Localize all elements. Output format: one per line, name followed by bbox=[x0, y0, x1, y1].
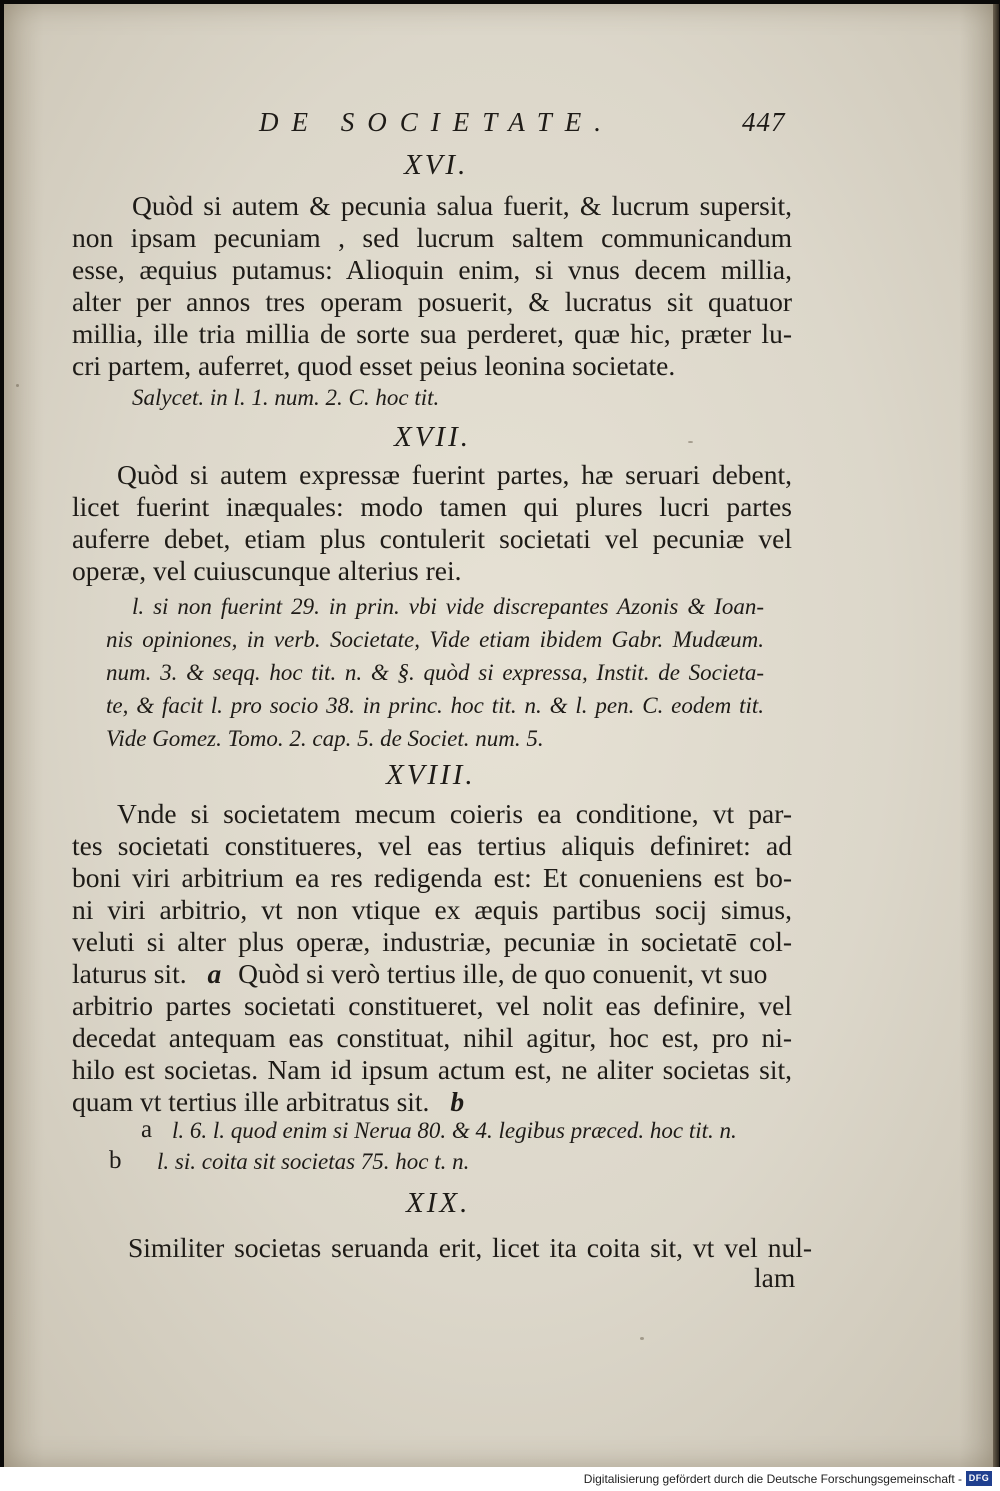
text-line: arbitrio partes societati constitueret, vel nolit eas definire, vel bbox=[72, 990, 792, 1021]
page-edge bbox=[993, 4, 999, 1467]
section-heading-xvi: XVI. bbox=[404, 149, 469, 181]
text-fragment: quam vt tertius ille arbitratus sit. bbox=[72, 1086, 430, 1117]
text-line bbox=[72, 958, 767, 989]
text-line: operæ, vel cuiuscunque alterius rei. bbox=[72, 555, 462, 586]
section-heading-xix: XIX. bbox=[406, 1187, 471, 1219]
citation-note: te, & facit l. pro socio 38. in princ. hoc tit. n. & l. pen. C. eodem tit. bbox=[106, 693, 764, 718]
text-line: licet fuerint inæquales: modo tamen qui plures lucri partes bbox=[72, 491, 792, 522]
citation-note: Vide Gomez. Tomo. 2. cap. 5. de Societ. num. 5. bbox=[106, 726, 544, 751]
paper-speck bbox=[640, 1337, 644, 1340]
text-line: esse, æquius putamus: Alioquin enim, si vnus decem millia, bbox=[72, 254, 792, 285]
digitization-footer bbox=[0, 1467, 1000, 1491]
section-heading-xvii: XVII. bbox=[394, 421, 471, 453]
citation-note: l. si non fuerint 29. in prin. vbi vide discrepantes Azonis & Ioan- bbox=[132, 594, 764, 619]
paper-speck bbox=[16, 384, 19, 387]
paper-speck bbox=[688, 441, 693, 443]
text-line: Vnde si societatem mecum coieris ea conditione, vt par- bbox=[117, 798, 792, 829]
digitization-credit: Digitalisierung gefördert durch die Deutsche Forschungsgemeinschaft - bbox=[583, 1472, 962, 1486]
footnote-label-a: a bbox=[141, 1116, 153, 1143]
text-line: hilo est societas. Nam id ipsum actum est, ne aliter societas sit, bbox=[72, 1054, 792, 1085]
text-line: auferre debet, etiam plus contulerit societati vel pecuniæ vel bbox=[72, 523, 792, 554]
citation-note: nis opiniones, in verb. Societate, Vide etiam ibidem Gabr. Mudæum. bbox=[106, 627, 764, 652]
text-line: cri partem, auferret, quod esset peius leonina societate. bbox=[72, 350, 676, 381]
text-line: ni viri arbitrio, vt non vtique ex æquis partibus socij simus, bbox=[72, 894, 792, 925]
marginal-note: Salycet. in l. 1. num. 2. C. hoc tit. bbox=[132, 385, 440, 410]
section-heading-xviii: XVIII. bbox=[386, 759, 476, 791]
text-line: tes societati constitueres, vel eas tertius aliquis definiret: ad bbox=[72, 830, 792, 861]
catchword: lam bbox=[754, 1262, 796, 1293]
footnote-text-a: l. 6. l. quod enim si Nerua 80. & 4. legibus præced. hoc tit. n. bbox=[172, 1118, 737, 1143]
footnote-marker-b: b bbox=[450, 1086, 465, 1117]
text-line: Quòd si autem expressæ fuerint partes, hæ seruari debent, bbox=[117, 459, 792, 490]
text-line: veluti si alter plus operæ, industriæ, pecuniæ in societatē col- bbox=[72, 926, 792, 957]
text-line: decedat antequam eas constituat, nihil agitur, hoc est, pro ni- bbox=[72, 1022, 792, 1053]
text-line: Similiter societas seruanda erit, licet ita coita sit, vt vel nul- bbox=[128, 1232, 812, 1263]
dfg-logo-icon: DFG bbox=[966, 1471, 992, 1486]
book-page bbox=[4, 4, 999, 1467]
text-line: millia, ille tria millia de sorte sua perderet, quæ hic, præter lu- bbox=[72, 318, 792, 349]
text-line: boni viri arbitrium ea res redigenda est: Et conueniens est bo- bbox=[72, 862, 792, 893]
text-line: alter per annos tres operam posuerit, & lucratus sit quatuor bbox=[72, 286, 792, 317]
page-number: 447 bbox=[742, 107, 786, 137]
footnote-text-b: l. si. coita sit societas 75. hoc t. n. bbox=[157, 1149, 470, 1174]
text-line bbox=[72, 1086, 464, 1117]
text-line: Quòd si autem & pecunia salua fuerit, & lucrum supersit, bbox=[132, 190, 792, 221]
text-fragment: Quòd si verò tertius ille, de quo conuenit, vt suo bbox=[238, 958, 768, 989]
text-fragment: laturus sit. bbox=[72, 958, 187, 989]
running-title: DE SOCIETATE. bbox=[259, 107, 614, 137]
footnote-marker-a: a bbox=[207, 958, 222, 989]
footnote-label-b: b bbox=[109, 1147, 122, 1174]
text-line: non ipsam pecuniam , sed lucrum saltem communicandum bbox=[72, 222, 792, 253]
citation-note: num. 3. & seqq. hoc tit. n. & §. quòd si expressa, Instit. de Societa- bbox=[106, 660, 764, 685]
